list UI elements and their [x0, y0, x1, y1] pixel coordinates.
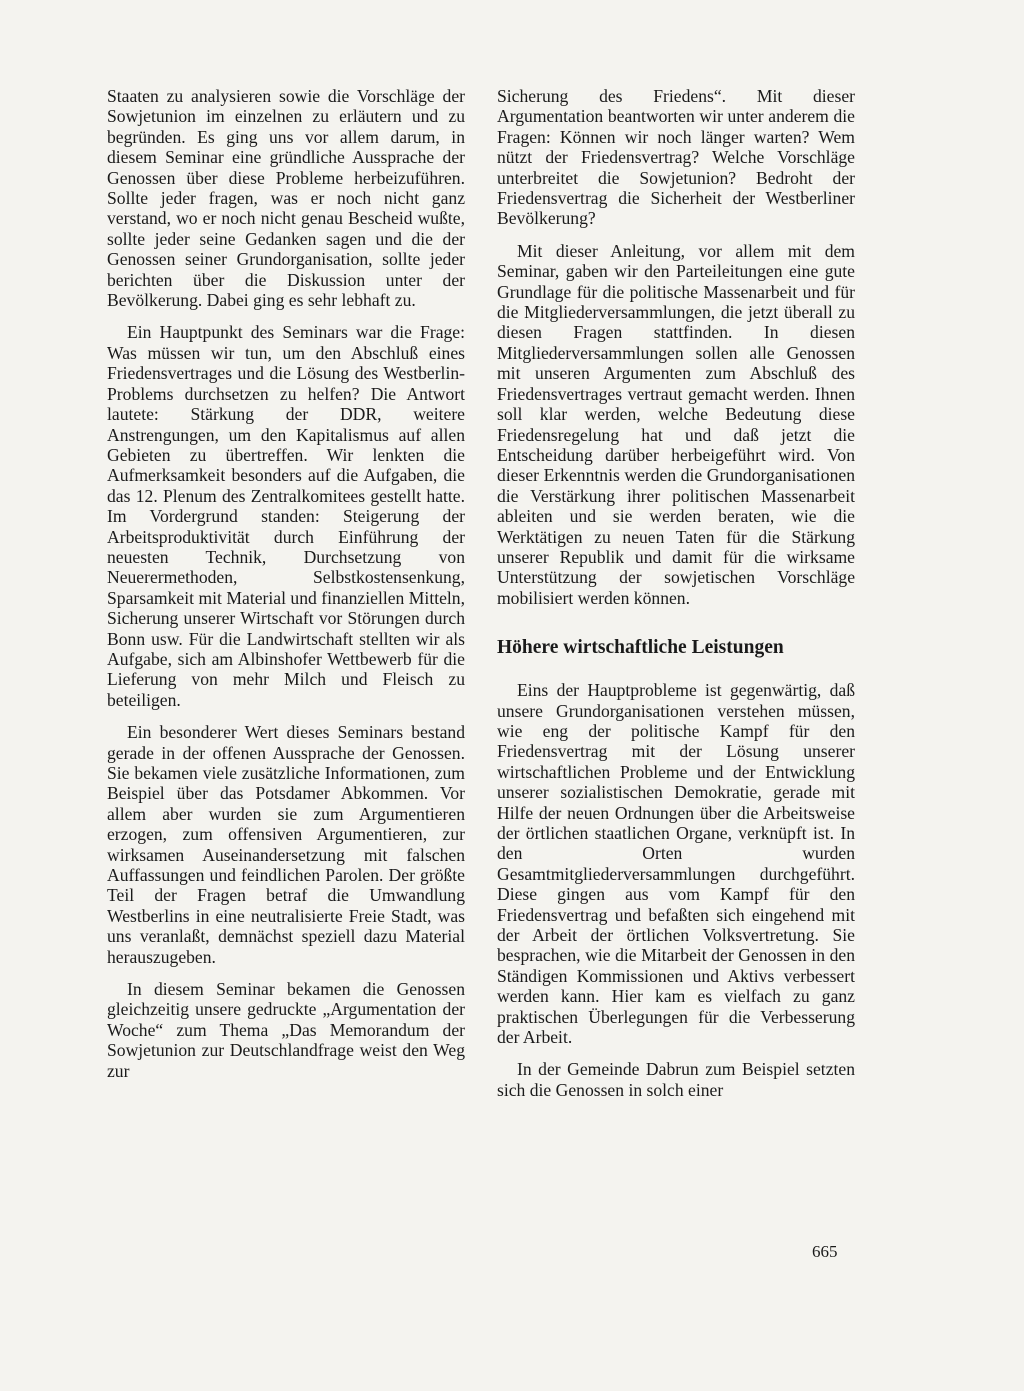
right-column [497, 86, 855, 1112]
paragraph: Mit dieser Anleitung, vor allem mit dem Seminar, gaben wir den Parteileitungen eine gute Grundlage für die politische Massenarbeit und für die Mitgliederversammlungen, die jetzt überall zu diesen Fragen stattfinden. In diesen Mitgliederversammlungen sollen alle Genossen mit unseren Argumenten zum Abschluß des Friedensvertrages vertraut gemacht werden. Ihnen soll klar werden, welche Bedeutung diese Friedensregelung hat und daß jetzt die Entscheidung darüber herbeigeführt wird. Von dieser Erkenntnis werden die Grundorganisationen die Verstärkung ihrer politischen Massenarbeit ableiten und sie werden beraten, wie die Werktätigen zu neuen Taten für die Stärkung unserer Republik und damit für die wirksame Unterstützung der sowjetischen Vorschläge mobilisiert werden können. [497, 240, 855, 608]
paragraph: In der Gemeinde Dabrun zum Beispiel setzten sich die Genossen in solch einer [497, 1059, 855, 1100]
section-heading: Höhere wirtschaftliche Leistungen [497, 637, 784, 659]
left-column [107, 86, 465, 1093]
paragraph: Eins der Hauptprobleme ist gegenwärtig, daß unsere Grundorganisationen verstehen müssen, wie eng der politische Kampf für den Friedensvertrag mit der Lösung unserer wirtschaftlichen Probleme und der Entwicklung unserer sozialistischen Demokratie, gerade mit Hilfe der neuen Ordnungen über die Arbeitsweise der örtlichen staatlichen Organe, verknüpft ist. In den Orten wurden Gesamtmitgliederversammlungen durchgeführt. Diese gingen aus vom Kampf für den Friedensvertrag und befaßten sich eingehend mit der Arbeit der örtlichen Volksvertretung. Sie besprachen, wie die Mitarbeit der Genossen in den Ständigen Kommissionen und Aktivs verbessert werden kann. Hier kam es vielfach zu ganz praktischen Überlegungen für die Verbesserung der Arbeit. [497, 680, 855, 1048]
paragraph: Ein besonderer Wert dieses Seminars bestand gerade in der offenen Aussprache der Genossen. Sie bekamen viele zusätzliche Informationen, zum Beispiel über das Potsdamer Abkommen. Vor allem aber wurden sie zum Argumentieren erzogen, zum offensiven Argumentieren, zur wirksamen Auseinandersetzung mit falschen Auffassungen und feindlichen Parolen. Der größte Teil der Fragen betraf die Umwandlung Westberlins in eine neutralisierte Freie Stadt, was uns veranlaßt, demnächst speziell dazu Material herauszugeben. [107, 722, 465, 967]
paragraph: Sicherung des Friedens“. Mit dieser Argumentation beantworten wir unter anderem die Fragen: Können wir noch länger warten? Wem nützt der Friedensvertrag? Welche Vorschläge unterbreitet die Sowjetunion? Bedroht der Friedensvertrag die Sicherheit der Westberliner Bevölkerung? [497, 86, 855, 229]
page-number: 665 [812, 1242, 838, 1261]
paragraph: In diesem Seminar bekamen die Genossen gleichzeitig unsere gedruckte „Argumentation der Woche“ zum Thema „Das Memorandum der Sowjetunion zur Deutschlandfrage weist den Weg zur [107, 979, 465, 1081]
paragraph: Staaten zu analysieren sowie die Vorschläge der Sowjetunion im einzelnen zu erläutern und zu begründen. Es ging uns vor allem darum, in diesem Seminar eine gründliche Aussprache der Genossen über diese Probleme herbeizuführen. Sollte jeder fragen, was er noch nicht ganz verstand, wo er noch nicht genau Bescheid wußte, sollte jeder seine Gedanken sagen und die der Genossen seiner Grundorganisation, sollte jeder berichten über die Diskussion unter der Bevölkerung. Dabei ging es sehr lebhaft zu. [107, 86, 465, 311]
paragraph: Ein Hauptpunkt des Seminars war die Frage: Was müssen wir tun, um den Abschluß eines Friedensvertrages und die Lösung des Westberlin-Problems durchsetzen zu helfen? Die Antwort lautete: Stärkung der DDR, weitere Anstrengungen, um den Kapitalismus auf allen Gebieten zu übertreffen. Wir lenkten die Aufmerksamkeit besonders auf die Aufgaben, die das 12. Plenum des Zentralkomitees gestellt hatte. Im Vordergrund standen: Steigerung der Arbeitsproduktivität durch Einführung der neuesten Technik, Durchsetzung von Neuerermethoden, Selbstkostensenkung, Sparsamkeit mit Material und finanziellen Mitteln, Sicherung unserer Wirtschaft vor Störungen durch Bonn usw. Für die Landwirtschaft stellten wir als Aufgabe, sich am Albinshofer Wettbewerb für die Lieferung von mehr Milch und Fleisch zu beteiligen. [107, 322, 465, 710]
